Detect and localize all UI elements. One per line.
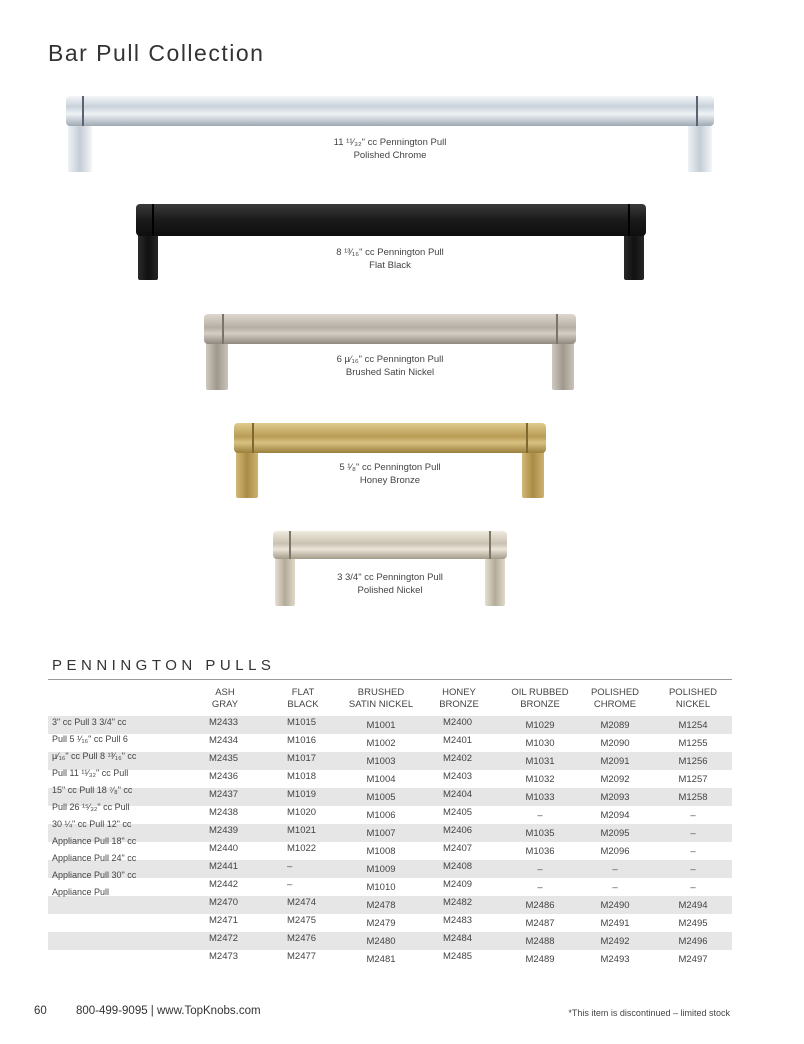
sku-cell: M2485 <box>443 951 473 962</box>
sku-cell: M2496 <box>678 936 708 947</box>
sku-cell: M1005 <box>366 792 396 803</box>
sku-cell: M2481 <box>366 954 396 965</box>
sku-cell: M2405 <box>443 807 473 818</box>
sku-cell: M2440 <box>209 843 239 854</box>
product-finish: Honey Bronze <box>359 475 421 486</box>
sku-cell: M1006 <box>366 810 396 821</box>
sku-cell: M1017 <box>287 753 317 764</box>
sku-cell: M2474 <box>287 897 317 908</box>
sku-cell: M1010 <box>366 882 396 893</box>
sku-cell: M2478 <box>366 900 396 911</box>
sku-cell: M2497 <box>678 954 708 965</box>
sku-cell: M1254 <box>678 720 708 731</box>
sku-cell: M1020 <box>287 807 317 818</box>
sku-cell: M2473 <box>209 951 239 962</box>
description-line: Pull 11 ¹¹⁄₃₂" cc Pull <box>52 768 129 778</box>
pull-bar <box>204 314 576 344</box>
footer-note: *This item is discontinued – limited stock <box>568 1008 730 1018</box>
table-rule <box>48 679 732 680</box>
column-header <box>500 687 580 711</box>
column-header-line2: BRONZE <box>520 699 560 710</box>
sku-cell: M2484 <box>443 933 473 944</box>
sku-cell: M2441 <box>209 861 239 872</box>
sku-cell: M2408 <box>443 861 473 872</box>
column-header-line1: ASH <box>215 687 235 698</box>
sku-cell: M2470 <box>209 897 239 908</box>
sku-cell: M2476 <box>287 933 317 944</box>
sku-cell: M1003 <box>366 756 396 767</box>
column-header <box>263 687 343 711</box>
product-finish: Polished Chrome <box>353 150 427 161</box>
sku-cell: M1256 <box>678 756 708 767</box>
product-caption <box>290 136 490 162</box>
sku-cell: M1008 <box>366 846 396 857</box>
product-size: 6 µ⁄₁₆" cc Pennington Pull <box>336 354 444 365</box>
sku-cell: M1022 <box>287 843 317 854</box>
sku-cell: M2091 <box>600 756 630 767</box>
sku-cell: M2407 <box>443 843 473 854</box>
sku-cell: M2477 <box>287 951 317 962</box>
sku-cell: M2095 <box>600 828 630 839</box>
description-line: Appliance Pull <box>52 887 110 897</box>
sku-cell: M2483 <box>443 915 473 926</box>
sku-cell: – <box>287 861 293 872</box>
sku-cell: M2436 <box>209 771 239 782</box>
column-header-line2: BRONZE <box>439 699 479 710</box>
column-header-line2: SATIN NICKEL <box>348 699 414 710</box>
sku-cell: M2475 <box>287 915 317 926</box>
sku-cell: M2435 <box>209 753 239 764</box>
sku-cell: M1015 <box>287 717 317 728</box>
product-size: 8 ¹³⁄₁₆" cc Pennington Pull <box>336 247 444 258</box>
sku-cell: M2401 <box>443 735 473 746</box>
column-header-line1: OIL RUBBED <box>511 687 569 698</box>
column-header-line2: GRAY <box>211 699 239 710</box>
pull-bar <box>66 96 714 126</box>
sku-cell: M1032 <box>525 774 555 785</box>
sku-cell: M2439 <box>209 825 239 836</box>
sku-cell: – <box>612 864 618 875</box>
description-line: Appliance Pull 30" cc <box>52 870 137 880</box>
page-title: Bar Pull Collection <box>48 40 265 66</box>
table-title: PENNINGTON PULLS <box>52 657 276 674</box>
description-line: µ⁄₁₆" cc Pull 8 ¹³⁄₁₆" cc <box>52 751 137 761</box>
sku-cell: M1019 <box>287 789 317 800</box>
column-header-line1: BRUSHED <box>357 687 405 698</box>
description-line: Appliance Pull 24" cc <box>52 853 137 863</box>
sku-cell: M2090 <box>600 738 630 749</box>
sku-cell: M2494 <box>678 900 708 911</box>
sku-cell: M1018 <box>287 771 317 782</box>
column-header-line1: HONEY <box>442 687 476 698</box>
sku-cell: – <box>690 846 696 857</box>
pull-bar <box>234 423 546 453</box>
page-number: 60 <box>34 1005 47 1017</box>
sku-cell: M2406 <box>443 825 473 836</box>
sku-cell: M2491 <box>600 918 630 929</box>
product-finish: Brushed Satin Nickel <box>345 367 435 378</box>
column-header <box>419 687 499 711</box>
sku-cell: M1035 <box>525 828 555 839</box>
product-size: 11 ¹¹⁄₃₂" cc Pennington Pull <box>333 137 447 148</box>
sku-cell: M2433 <box>209 717 239 728</box>
pull-image-polished-chrome <box>66 96 714 174</box>
sku-cell: M2438 <box>209 807 239 818</box>
product-caption <box>290 461 490 487</box>
column-header <box>185 687 265 711</box>
column-header-line1: FLAT <box>291 687 315 698</box>
sku-cell: – <box>690 828 696 839</box>
sku-cell: M1002 <box>366 738 396 749</box>
description-line: Pull 5 ¹⁄₁₆" cc Pull 6 <box>52 734 128 744</box>
column-header-line2: NICKEL <box>675 699 711 710</box>
description-line: 30 ¼" cc Pull 12" cc <box>52 819 132 829</box>
sku-cell: M1255 <box>678 738 708 749</box>
product-finish: Polished Nickel <box>357 585 423 596</box>
sku-cell: – <box>537 882 543 893</box>
sku-cell: M2402 <box>443 753 473 764</box>
sku-cell: M2479 <box>366 918 396 929</box>
sku-cell: – <box>690 864 696 875</box>
description-line: Appliance Pull 18" cc <box>52 836 137 846</box>
sku-cell: M2400 <box>443 717 473 728</box>
sku-cell: M2490 <box>600 900 630 911</box>
sku-cell: – <box>690 882 696 893</box>
sku-cell: M1257 <box>678 774 708 785</box>
sku-cell: M2493 <box>600 954 630 965</box>
sku-cell: M1033 <box>525 792 555 803</box>
sku-cell: M1031 <box>525 756 555 767</box>
column-header <box>341 687 421 711</box>
sku-cell: M2409 <box>443 879 473 890</box>
sku-cell: M2492 <box>600 936 630 947</box>
sku-cell: M2487 <box>525 918 555 929</box>
sku-cell: M2486 <box>525 900 555 911</box>
footer-contact: 800-499-9095 | www.TopKnobs.com <box>76 1005 261 1017</box>
sku-cell: M2096 <box>600 846 630 857</box>
product-caption <box>290 571 490 597</box>
sku-cell: M2404 <box>443 789 473 800</box>
column-header <box>653 687 733 711</box>
sku-cell: – <box>537 864 543 875</box>
column-header-line1: POLISHED <box>668 687 718 698</box>
sku-cell: M2471 <box>209 915 239 926</box>
sku-cell: – <box>690 810 696 821</box>
sku-cell: M2489 <box>525 954 555 965</box>
sku-cell: M1036 <box>525 846 555 857</box>
sku-cell: M2434 <box>209 735 239 746</box>
sku-cell: M2092 <box>600 774 630 785</box>
column-header-line2: BLACK <box>287 699 319 710</box>
sku-cell: M2437 <box>209 789 239 800</box>
product-finish: Flat Black <box>369 260 411 271</box>
column-header-line2: CHROME <box>593 699 637 710</box>
column-header-line1: POLISHED <box>590 687 640 698</box>
sku-cell: – <box>287 879 293 890</box>
column-header <box>575 687 655 711</box>
sku-cell: M2403 <box>443 771 473 782</box>
sku-cell: – <box>612 882 618 893</box>
product-caption <box>290 246 490 272</box>
sku-cell: M1021 <box>287 825 317 836</box>
sku-cell: M2472 <box>209 933 239 944</box>
pull-bar <box>273 531 507 559</box>
description-line: Pull 26 ¹⁵⁄₃₂" cc Pull <box>52 802 130 812</box>
sku-cell: M1030 <box>525 738 555 749</box>
sku-cell: M1001 <box>366 720 396 731</box>
description-line: 3" cc Pull 3 3/4" cc <box>52 717 127 727</box>
sku-cell: M2093 <box>600 792 630 803</box>
sku-cell: M2094 <box>600 810 630 821</box>
pull-bar <box>136 204 646 236</box>
product-size: 5 ¹⁄₈" cc Pennington Pull <box>339 462 441 473</box>
sku-cell: M2442 <box>209 879 239 890</box>
sku-cell: M2482 <box>443 897 473 908</box>
description-line: 15" cc Pull 18 ⁷⁄₈" cc <box>52 785 133 795</box>
sku-cell: M2488 <box>525 936 555 947</box>
sku-cell: – <box>537 810 543 821</box>
sku-cell: M1258 <box>678 792 708 803</box>
product-caption <box>290 353 490 379</box>
sku-cell: M1016 <box>287 735 317 746</box>
sku-cell: M2089 <box>600 720 630 731</box>
sku-cell: M2480 <box>366 936 396 947</box>
sku-cell: M1004 <box>366 774 396 785</box>
sku-cell: M1029 <box>525 720 555 731</box>
sku-cell: M1007 <box>366 828 396 839</box>
product-size: 3 3/4" cc Pennington Pull <box>337 572 443 583</box>
sku-cell: M1009 <box>366 864 396 875</box>
sku-cell: M2495 <box>678 918 708 929</box>
